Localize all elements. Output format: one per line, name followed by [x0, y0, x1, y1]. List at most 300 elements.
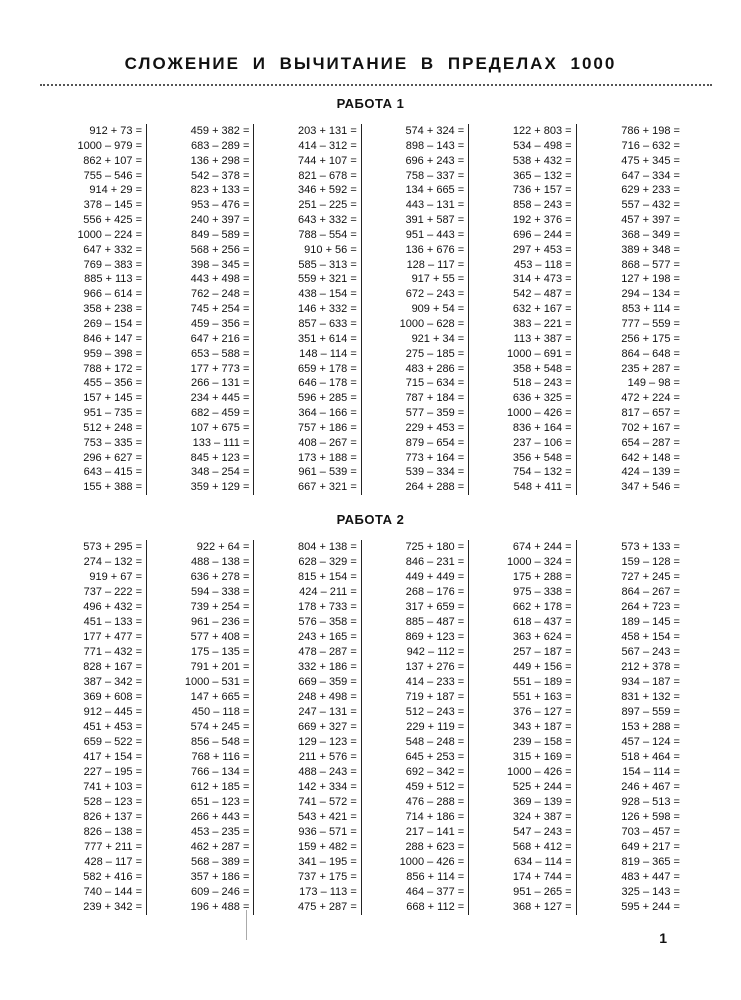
exercise-item: 849 – 589 = — [190, 228, 250, 241]
exercise-item: 177 + 773 = — [190, 362, 250, 375]
exercise-item: 643 – 415 = — [83, 466, 142, 479]
exercise-item: 235 + 287 = — [621, 362, 680, 375]
exercise-item: 668 + 112 = — [406, 901, 465, 913]
exercise-item: 217 – 141 = — [405, 826, 465, 838]
exercise-item: 737 + 175 = — [298, 871, 357, 883]
exercise-item: 398 – 345 = — [190, 258, 250, 271]
exercise-item: 766 – 134 = — [190, 766, 250, 778]
exercise-item: 133 – 111 = — [192, 436, 250, 449]
exercise-item: 142 + 334 = — [298, 781, 357, 793]
exercise-item: 512 – 243 = — [405, 706, 465, 718]
exercise-item: 438 – 154 = — [298, 288, 357, 301]
exercise-item: 942 – 112 = — [406, 646, 465, 658]
exercise-item: 740 – 144 = — [83, 886, 142, 898]
exercise-item: 264 + 723 = — [621, 601, 680, 613]
exercise-column — [151, 124, 254, 495]
exercise-item: 203 + 131 = — [298, 125, 357, 137]
exercise-item: 817 – 657 = — [621, 407, 680, 420]
exercise-item: 211 + 576 = — [298, 751, 357, 763]
exercise-item: 649 + 217 = — [621, 841, 680, 853]
exercise-item: 414 – 233 = — [405, 676, 465, 688]
exercise-item: 488 – 243 = — [298, 766, 357, 778]
exercise-item: 149 – 98 = — [627, 377, 680, 390]
exercise-item: 659 – 522 = — [83, 736, 142, 748]
exercise-item: 476 – 288 = — [405, 796, 465, 808]
exercise-item: 919 + 67 = — [89, 571, 142, 583]
exercise-item: 128 – 117 = — [406, 258, 465, 271]
exercise-item: 959 – 398 = — [83, 347, 142, 360]
exercise-item: 148 – 114 = — [299, 347, 357, 360]
exercise-item: 364 – 166 = — [298, 407, 357, 420]
exercise-item: 159 + 482 = — [298, 841, 357, 853]
exercise-item: 122 + 803 = — [512, 125, 572, 137]
section-title-2: РАБОТА 2 — [336, 512, 405, 527]
exercise-item: 864 – 648 = — [621, 347, 680, 360]
exercise-item: 351 + 614 = — [298, 332, 357, 345]
exercise-item: 879 – 654 = — [405, 436, 465, 449]
exercise-item: 856 – 548 = — [190, 736, 250, 748]
exercise-item: 573 + 295 = — [83, 541, 142, 553]
exercise-item: 1000 – 979 = — [77, 139, 142, 152]
exercise-item: 737 – 222 = — [83, 586, 142, 598]
exercise-item: 455 – 356 = — [83, 377, 142, 390]
exercise-grid-1 — [44, 124, 694, 495]
exercise-item: 634 – 114 = — [513, 856, 572, 868]
exercise-item: 853 + 114 = — [622, 303, 680, 316]
exercise-item: 417 + 154 = — [83, 751, 142, 763]
exercise-item: 518 – 243 = — [513, 377, 572, 390]
exercise-item: 147 + 665 = — [190, 691, 250, 703]
exercise-item: 458 + 154 = — [621, 631, 680, 643]
exercise-item: 885 + 113 = — [84, 273, 142, 286]
exercise-item: 451 + 453 = — [83, 721, 142, 733]
exercise-item: 534 – 498 = — [513, 139, 572, 152]
exercise-item: 363 + 624 = — [512, 631, 572, 643]
exercise-item: 266 + 443 = — [190, 811, 250, 823]
exercise-column — [581, 124, 684, 495]
exercise-item: 347 + 546 = — [621, 481, 680, 494]
exercise-item: 1000 – 426 = — [507, 766, 572, 778]
exercise-item: 702 + 167 = — [621, 421, 680, 434]
exercise-item: 559 + 321 = — [298, 273, 357, 286]
exercise-item: 725 + 180 = — [405, 541, 465, 553]
exercise-item: 643 + 332 = — [298, 214, 357, 227]
exercise-item: 196 + 488 = — [190, 901, 250, 913]
exercise-item: 857 – 633 = — [298, 317, 357, 330]
exercise-column — [259, 540, 362, 915]
exercise-item: 1000 – 324 = — [507, 556, 572, 568]
exercise-item: 736 + 157 = — [512, 184, 572, 197]
exercise-item: 174 + 744 = — [512, 871, 572, 883]
exercise-column — [259, 124, 362, 495]
exercise-item: 346 + 592 = — [298, 184, 357, 197]
exercise-item: 113 + 387 = — [513, 332, 572, 345]
exercise-item: 246 + 467 = — [621, 781, 680, 793]
exercise-item: 645 + 253 = — [405, 751, 465, 763]
exercise-item: 898 – 143 = — [405, 139, 465, 152]
exercise-item: 755 – 546 = — [83, 169, 142, 182]
exercise-item: 961 – 539 = — [298, 466, 357, 479]
exercise-item: 739 + 254 = — [190, 601, 250, 613]
exercise-item: 651 – 123 = — [190, 796, 250, 808]
exercise-item: 266 – 131 = — [190, 377, 250, 390]
exercise-item: 576 – 358 = — [298, 616, 357, 628]
exercise-item: 703 – 457 = — [621, 826, 680, 838]
exercise-column — [474, 540, 577, 915]
binding-line — [246, 910, 247, 940]
exercise-item: 297 + 453 = — [512, 243, 572, 256]
exercise-item: 175 – 135 = — [190, 646, 250, 658]
exercise-item: 826 + 137 = — [83, 811, 142, 823]
exercise-item: 556 + 425 = — [83, 214, 142, 227]
exercise-item: 192 + 376 = — [512, 214, 572, 227]
exercise-item: 512 + 248 = — [83, 421, 142, 434]
exercise-item: 348 – 254 = — [190, 466, 250, 479]
exercise-item: 547 – 243 = — [513, 826, 572, 838]
exercise-item: 629 + 233 = — [621, 184, 680, 197]
exercise-item: 268 – 176 = — [405, 586, 465, 598]
exercise-item: 177 + 477 = — [83, 631, 142, 643]
exercise-item: 294 – 134 = — [621, 288, 680, 301]
exercise-item: 667 + 321 = — [298, 481, 357, 494]
exercise-item: 577 + 408 = — [190, 631, 250, 643]
exercise-item: 358 + 238 = — [83, 303, 142, 316]
exercise-item: 1000 – 691 = — [507, 347, 572, 360]
exercise-item: 836 + 164 = — [512, 421, 572, 434]
exercise-item: 715 – 634 = — [405, 377, 465, 390]
exercise-item: 669 – 359 = — [298, 676, 357, 688]
exercise-item: 727 + 245 = — [621, 571, 680, 583]
exercise-item: 595 + 244 = — [621, 901, 680, 913]
exercise-item: 1000 – 426 = — [399, 856, 465, 868]
exercise-item: 453 – 235 = — [190, 826, 250, 838]
exercise-item: 126 + 598 = — [621, 811, 680, 823]
page-title: СЛОЖЕНИЕ И ВЫЧИТАНИЕ В ПРЕДЕЛАХ 1000 — [124, 54, 617, 73]
exercise-item: 674 + 244 = — [512, 541, 572, 553]
exercise-item: 716 – 632 = — [621, 139, 680, 152]
exercise-item: 408 – 267 = — [298, 436, 357, 449]
exercise-column — [151, 540, 254, 915]
page-number: 1 — [659, 930, 667, 946]
exercise-item: 831 + 132 = — [621, 691, 680, 703]
exercise-item: 155 + 388 = — [83, 481, 142, 494]
exercise-item: 414 – 312 = — [298, 139, 357, 152]
exercise-item: 936 – 571 = — [298, 826, 357, 838]
exercise-item: 359 + 129 = — [190, 481, 250, 494]
exercise-item: 146 + 332 = — [298, 303, 357, 316]
exercise-item: 153 + 288 = — [621, 721, 680, 733]
exercise-item: 1000 – 426 = — [507, 407, 572, 420]
exercise-item: 574 + 324 = — [405, 125, 465, 137]
exercise-item: 275 – 185 = — [405, 347, 465, 360]
exercise-item: 317 + 659 = — [405, 601, 465, 613]
exercise-item: 134 + 665 = — [405, 184, 465, 197]
exercise-item: 928 – 513 = — [621, 796, 680, 808]
exercise-item: 744 + 107 = — [298, 154, 357, 167]
exercise-item: 538 + 432 = — [512, 154, 572, 167]
exercise-item: 449 + 156 = — [512, 661, 572, 673]
exercise-item: 542 – 487 = — [513, 288, 572, 301]
exercise-column — [474, 124, 577, 495]
exercise-item: 383 – 221 = — [513, 317, 572, 330]
exercise-item: 488 – 138 = — [190, 556, 250, 568]
exercise-item: 568 – 389 = — [190, 856, 250, 868]
exercise-item: 773 + 164 = — [405, 451, 465, 464]
exercise-item: 369 – 139 = — [513, 796, 572, 808]
exercise-item: 543 + 421 = — [298, 811, 357, 823]
exercise-item: 212 + 378 = — [621, 661, 680, 673]
exercise-item: 127 + 198 = — [621, 273, 680, 286]
exercise-item: 771 – 432 = — [83, 646, 142, 658]
dotted-divider — [40, 84, 712, 86]
exercise-item: 239 + 342 = — [83, 901, 142, 913]
exercise-item: 257 – 187 = — [513, 646, 572, 658]
exercise-grid-2 — [44, 540, 694, 915]
exercise-item: 815 + 154 = — [298, 571, 357, 583]
exercise-item: 594 – 338 = — [190, 586, 250, 598]
exercise-item: 288 + 623 = — [405, 841, 465, 853]
exercise-item: 961 – 236 = — [190, 616, 250, 628]
exercise-item: 227 – 195 = — [83, 766, 142, 778]
exercise-item: 443 – 131 = — [405, 199, 465, 212]
exercise-item: 647 + 216 = — [190, 332, 250, 345]
exercise-item: 247 – 131 = — [298, 706, 357, 718]
exercise-column — [366, 124, 469, 495]
exercise-item: 459 – 356 = — [190, 317, 250, 330]
exercise-item: 178 + 733 = — [298, 601, 357, 613]
exercise-item: 696 + 243 = — [405, 154, 465, 167]
exercise-item: 356 + 548 = — [512, 451, 572, 464]
exercise-item: 788 – 554 = — [298, 228, 357, 241]
exercise-item: 189 – 145 = — [621, 616, 680, 628]
exercise-item: 804 + 138 = — [298, 541, 357, 553]
exercise-item: 672 – 243 = — [405, 288, 465, 301]
exercise-item: 459 + 382 = — [190, 125, 250, 137]
exercise-item: 389 + 348 = — [621, 243, 680, 256]
exercise-item: 846 + 147 = — [83, 332, 142, 345]
exercise-item: 868 – 577 = — [621, 258, 680, 271]
exercise-item: 175 + 288 = — [512, 571, 572, 583]
exercise-item: 953 – 476 = — [190, 199, 250, 212]
exercise-item: 951 – 735 = — [83, 407, 142, 420]
exercise-item: 768 + 116 = — [191, 751, 250, 763]
exercise-item: 368 – 349 = — [621, 228, 680, 241]
exercise-item: 296 + 627 = — [83, 451, 142, 464]
exercise-item: 609 – 246 = — [190, 886, 250, 898]
exercise-item: 1000 – 531 = — [184, 676, 250, 688]
exercise-item: 568 + 412 = — [512, 841, 572, 853]
exercise-item: 647 + 332 = — [83, 243, 142, 256]
exercise-item: 618 – 437 = — [513, 616, 572, 628]
exercise-column — [366, 540, 469, 915]
exercise-item: 483 + 447 = — [621, 871, 680, 883]
exercise-item: 951 – 265 = — [513, 886, 572, 898]
exercise-item: 343 + 187 = — [512, 721, 572, 733]
exercise-item: 762 – 248 = — [190, 288, 250, 301]
exercise-item: 229 + 453 = — [405, 421, 465, 434]
exercise-item: 358 + 548 = — [512, 362, 572, 375]
exercise-item: 692 – 342 = — [405, 766, 465, 778]
exercise-item: 654 – 287 = — [621, 436, 680, 449]
exercise-item: 753 – 335 = — [83, 436, 142, 449]
exercise-item: 696 – 244 = — [513, 228, 572, 241]
exercise-item: 786 + 198 = — [621, 125, 680, 137]
exercise-item: 910 + 56 = — [304, 243, 357, 256]
exercise-item: 475 + 345 = — [621, 154, 680, 167]
exercise-item: 647 – 334 = — [621, 169, 680, 182]
exercise-item: 662 + 178 = — [512, 601, 572, 613]
exercise-item: 264 + 288 = — [405, 481, 465, 494]
exercise-item: 1000 – 628 = — [399, 317, 465, 330]
exercise-item: 856 + 114 = — [406, 871, 465, 883]
exercise-item: 828 + 167 = — [83, 661, 142, 673]
exercise-item: 472 + 224 = — [621, 392, 680, 405]
exercise-item: 646 – 178 = — [298, 377, 357, 390]
exercise-item: 528 – 123 = — [83, 796, 142, 808]
exercise-item: 788 + 172 = — [83, 362, 142, 375]
exercise-item: 912 – 445 = — [83, 706, 142, 718]
section-title-1: РАБОТА 1 — [336, 96, 405, 111]
exercise-item: 754 – 132 = — [513, 466, 572, 479]
exercise-item: 269 – 154 = — [83, 317, 142, 330]
exercise-item: 107 + 675 = — [190, 421, 250, 434]
exercise-item: 557 – 432 = — [621, 199, 680, 212]
exercise-item: 934 – 187 = — [621, 676, 680, 688]
exercise-item: 324 + 387 = — [512, 811, 572, 823]
exercise-item: 636 + 278 = — [190, 571, 250, 583]
exercise-item: 464 – 377 = — [405, 886, 465, 898]
exercise-item: 821 – 678 = — [298, 169, 357, 182]
exercise-item: 683 – 289 = — [190, 139, 250, 152]
exercise-item: 682 – 459 = — [190, 407, 250, 420]
exercise-item: 858 – 243 = — [513, 199, 572, 212]
exercise-item: 314 + 473 = — [512, 273, 572, 286]
exercise-item: 659 + 178 = — [298, 362, 357, 375]
exercise-item: 137 + 276 = — [405, 661, 465, 673]
exercise-item: 157 + 145 = — [83, 392, 142, 405]
exercise-item: 428 – 117 = — [84, 856, 142, 868]
exercise-item: 769 – 383 = — [83, 258, 142, 271]
exercise-item: 577 – 359 = — [405, 407, 465, 420]
exercise-item: 574 + 245 = — [190, 721, 250, 733]
exercise-item: 951 – 443 = — [405, 228, 465, 241]
exercise-item: 636 + 325 = — [512, 392, 572, 405]
exercise-item: 453 – 118 = — [513, 258, 572, 271]
exercise-item: 548 + 411 = — [513, 481, 572, 494]
exercise-item: 975 – 338 = — [513, 586, 572, 598]
exercise-item: 632 + 167 = — [512, 303, 572, 316]
exercise-item: 921 + 34 = — [411, 332, 465, 345]
exercise-item: 368 + 127 = — [512, 901, 572, 913]
exercise-item: 457 + 397 = — [621, 214, 680, 227]
exercise-item: 256 + 175 = — [621, 332, 680, 345]
exercise-item: 274 – 132 = — [83, 556, 142, 568]
exercise-item: 443 + 498 = — [190, 273, 250, 286]
exercise-item: 612 + 185 = — [190, 781, 250, 793]
exercise-item: 240 + 397 = — [190, 214, 250, 227]
exercise-item: 758 – 337 = — [405, 169, 465, 182]
exercise-item: 462 + 287 = — [190, 841, 250, 853]
exercise-item: 136 + 298 = — [190, 154, 250, 167]
exercise-item: 909 + 54 = — [411, 303, 465, 316]
exercise-item: 539 – 334 = — [405, 466, 465, 479]
exercise-item: 243 + 165 = — [298, 631, 357, 643]
exercise-item: 741 – 572 = — [298, 796, 357, 808]
exercise-item: 136 + 676 = — [405, 243, 465, 256]
exercise-item: 237 – 106 = — [513, 436, 572, 449]
exercise-item: 917 + 55 = — [411, 273, 465, 286]
exercise-item: 234 + 445 = — [190, 392, 250, 405]
exercise-item: 914 + 29 = — [89, 184, 142, 197]
exercise-item: 582 + 416 = — [83, 871, 142, 883]
exercise-item: 551 – 189 = — [513, 676, 572, 688]
exercise-item: 846 – 231 = — [405, 556, 465, 568]
exercise-item: 173 + 188 = — [298, 451, 357, 464]
exercise-item: 573 + 133 = — [621, 541, 680, 553]
exercise-item: 1000 – 224 = — [77, 228, 142, 241]
exercise-item: 787 + 184 = — [405, 392, 465, 405]
exercise-item: 496 + 432 = — [83, 601, 142, 613]
exercise-item: 341 – 195 = — [298, 856, 357, 868]
exercise-item: 365 – 132 = — [513, 169, 572, 182]
exercise-column — [581, 540, 684, 915]
exercise-item: 154 – 114 = — [622, 766, 680, 778]
exercise-item: 862 + 107 = — [83, 154, 142, 167]
exercise-item: 518 + 464 = — [621, 751, 680, 763]
exercise-item: 922 + 64 = — [196, 541, 250, 553]
exercise-item: 669 + 327 = — [298, 721, 357, 733]
exercise-item: 332 + 186 = — [298, 661, 357, 673]
exercise-item: 548 – 248 = — [405, 736, 465, 748]
exercise-item: 315 + 169 = — [512, 751, 572, 763]
exercise-item: 357 + 186 = — [190, 871, 250, 883]
exercise-item: 823 + 133 = — [190, 184, 250, 197]
exercise-item: 845 + 123 = — [190, 451, 250, 464]
exercise-item: 777 + 211 = — [84, 841, 142, 853]
exercise-item: 551 + 163 = — [512, 691, 572, 703]
exercise-item: 826 – 138 = — [83, 826, 142, 838]
exercise-item: 869 + 123 = — [405, 631, 465, 643]
exercise-item: 912 + 73 = — [89, 125, 142, 137]
exercise-item: 791 + 201 = — [190, 661, 250, 673]
exercise-item: 864 – 267 = — [621, 586, 680, 598]
exercise-item: 897 – 559 = — [621, 706, 680, 718]
exercise-item: 424 – 211 = — [299, 586, 357, 598]
exercise-item: 129 – 123 = — [298, 736, 357, 748]
exercise-item: 653 – 588 = — [190, 347, 250, 360]
exercise-item: 424 – 139 = — [621, 466, 680, 479]
exercise-item: 596 + 285 = — [298, 392, 357, 405]
exercise-item: 745 + 254 = — [190, 303, 250, 316]
exercise-item: 819 – 365 = — [621, 856, 680, 868]
exercise-item: 391 + 587 = — [405, 214, 465, 227]
exercise-item: 478 – 287 = — [298, 646, 357, 658]
exercise-item: 251 – 225 = — [298, 199, 357, 212]
exercise-item: 457 – 124 = — [621, 736, 680, 748]
exercise-item: 567 – 243 = — [621, 646, 680, 658]
exercise-item: 449 + 449 = — [405, 571, 465, 583]
exercise-item: 483 + 286 = — [405, 362, 465, 375]
exercise-item: 585 – 313 = — [298, 258, 357, 271]
exercise-item: 159 – 128 = — [621, 556, 680, 568]
exercise-item: 378 – 145 = — [83, 199, 142, 212]
exercise-item: 642 + 148 = — [621, 451, 680, 464]
exercise-item: 459 + 512 = — [405, 781, 465, 793]
exercise-column — [44, 124, 147, 495]
exercise-item: 387 – 342 = — [83, 676, 142, 688]
exercise-item: 714 + 186 = — [405, 811, 465, 823]
exercise-column — [44, 540, 147, 915]
